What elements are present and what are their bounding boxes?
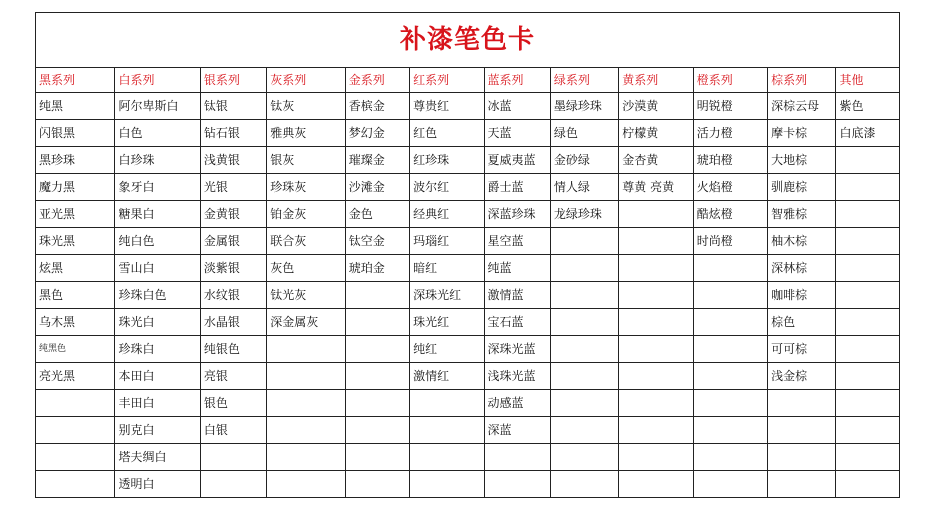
color-name-cell: 白珍珠 — [115, 147, 200, 174]
color-name-cell — [550, 255, 618, 282]
color-name-cell: 梦幻金 — [345, 120, 409, 147]
color-name-cell — [267, 471, 345, 498]
table-row — [36, 201, 900, 228]
color-name-cell — [836, 336, 900, 363]
color-name-cell: 深林棕 — [768, 255, 836, 282]
color-name-cell: 雪山白 — [115, 255, 200, 282]
color-name-cell: 星空蓝 — [484, 228, 550, 255]
color-name-cell: 本田白 — [115, 363, 200, 390]
color-name-cell: 激情蓝 — [484, 282, 550, 309]
color-name-cell — [36, 444, 115, 471]
color-name-cell: 琥珀金 — [345, 255, 409, 282]
color-name-cell: 沙漠黄 — [619, 93, 693, 120]
color-name-cell: 冰蓝 — [484, 93, 550, 120]
color-name-cell — [836, 309, 900, 336]
color-name-cell — [550, 363, 618, 390]
color-name-cell: 浅金棕 — [768, 363, 836, 390]
color-name-cell: 深珠光红 — [410, 282, 484, 309]
color-name-cell — [550, 228, 618, 255]
table-row — [36, 147, 900, 174]
color-name-cell — [550, 390, 618, 417]
color-name-cell — [345, 417, 409, 444]
color-name-cell — [484, 444, 550, 471]
color-name-cell: 银色 — [200, 390, 266, 417]
table-row — [36, 255, 900, 282]
color-name-cell — [836, 471, 900, 498]
color-name-cell: 璀璨金 — [345, 147, 409, 174]
color-name-cell: 纯白色 — [115, 228, 200, 255]
color-name-cell — [693, 255, 767, 282]
color-name-cell: 浅黄银 — [200, 147, 266, 174]
series-header: 银系列 — [200, 68, 266, 93]
table-row — [36, 417, 900, 444]
table-row — [36, 444, 900, 471]
color-name-cell: 亮光黑 — [36, 363, 115, 390]
color-name-cell: 糖果白 — [115, 201, 200, 228]
series-header: 黑系列 — [36, 68, 115, 93]
table-row — [36, 336, 900, 363]
color-name-cell: 亚光黑 — [36, 201, 115, 228]
color-name-cell: 光银 — [200, 174, 266, 201]
color-name-cell: 钛灰 — [267, 93, 345, 120]
series-header: 蓝系列 — [484, 68, 550, 93]
color-name-cell: 铂金灰 — [267, 201, 345, 228]
color-name-cell: 白底漆 — [836, 120, 900, 147]
color-name-cell: 珠光白 — [115, 309, 200, 336]
color-name-cell: 大地棕 — [768, 147, 836, 174]
color-name-cell — [200, 471, 266, 498]
color-name-cell: 金色 — [345, 201, 409, 228]
color-name-cell: 珍珠白色 — [115, 282, 200, 309]
color-name-cell — [345, 336, 409, 363]
color-name-cell: 透明白 — [115, 471, 200, 498]
color-name-cell: 纯黑 — [36, 93, 115, 120]
color-name-cell: 灰色 — [267, 255, 345, 282]
color-name-cell: 深蓝 — [484, 417, 550, 444]
series-header: 其他 — [836, 68, 900, 93]
series-header: 棕系列 — [768, 68, 836, 93]
color-name-cell: 火焰橙 — [693, 174, 767, 201]
color-name-cell — [619, 390, 693, 417]
color-name-cell: 水纹银 — [200, 282, 266, 309]
color-name-cell: 浅珠光蓝 — [484, 363, 550, 390]
color-name-cell — [619, 417, 693, 444]
color-name-cell: 纯红 — [410, 336, 484, 363]
color-name-cell: 棕色 — [768, 309, 836, 336]
color-name-cell: 黑色 — [36, 282, 115, 309]
color-name-cell: 银灰 — [267, 147, 345, 174]
color-name-cell: 纯黑色 — [36, 336, 115, 363]
color-name-cell — [836, 147, 900, 174]
color-name-cell: 深金属灰 — [267, 309, 345, 336]
color-name-cell — [550, 282, 618, 309]
color-name-cell — [836, 363, 900, 390]
color-name-cell — [267, 390, 345, 417]
color-name-cell: 智雅棕 — [768, 201, 836, 228]
color-name-cell: 钻石银 — [200, 120, 266, 147]
color-name-cell — [836, 255, 900, 282]
color-name-cell: 珠光红 — [410, 309, 484, 336]
color-name-cell — [693, 390, 767, 417]
color-name-cell: 经典红 — [410, 201, 484, 228]
series-header: 金系列 — [345, 68, 409, 93]
series-header-row — [36, 68, 900, 93]
color-name-cell: 珍珠白 — [115, 336, 200, 363]
color-name-cell: 紫色 — [836, 93, 900, 120]
color-name-cell: 波尔红 — [410, 174, 484, 201]
color-name-cell: 情人绿 — [550, 174, 618, 201]
color-name-cell: 魔力黑 — [36, 174, 115, 201]
table-row — [36, 228, 900, 255]
color-name-cell — [836, 282, 900, 309]
color-name-cell — [345, 444, 409, 471]
color-name-cell: 时尚橙 — [693, 228, 767, 255]
color-name-cell: 深珠光蓝 — [484, 336, 550, 363]
series-header: 白系列 — [115, 68, 200, 93]
color-name-cell: 摩卡棕 — [768, 120, 836, 147]
color-name-cell — [836, 417, 900, 444]
table-row — [36, 471, 900, 498]
color-name-cell: 金砂绿 — [550, 147, 618, 174]
color-name-cell: 金黄银 — [200, 201, 266, 228]
color-name-cell: 阿尔卑斯白 — [115, 93, 200, 120]
color-name-cell: 珍珠灰 — [267, 174, 345, 201]
color-name-cell: 驯鹿棕 — [768, 174, 836, 201]
color-name-cell — [345, 390, 409, 417]
color-name-cell — [36, 417, 115, 444]
color-name-cell: 淡紫银 — [200, 255, 266, 282]
table-row — [36, 282, 900, 309]
color-name-cell: 纯蓝 — [484, 255, 550, 282]
series-header: 红系列 — [410, 68, 484, 93]
color-name-cell: 尊黄 亮黄 — [619, 174, 693, 201]
color-name-cell — [836, 228, 900, 255]
color-name-cell: 钛银 — [200, 93, 266, 120]
color-name-cell — [345, 363, 409, 390]
series-header: 灰系列 — [267, 68, 345, 93]
color-name-cell: 尊贵红 — [410, 93, 484, 120]
color-name-cell: 活力橙 — [693, 120, 767, 147]
color-name-cell — [693, 417, 767, 444]
color-name-cell — [619, 444, 693, 471]
color-name-cell: 柚木棕 — [768, 228, 836, 255]
table-row — [36, 120, 900, 147]
color-name-cell — [836, 444, 900, 471]
color-name-cell: 宝石蓝 — [484, 309, 550, 336]
color-name-cell — [768, 417, 836, 444]
color-name-cell: 明锐橙 — [693, 93, 767, 120]
color-name-cell — [267, 417, 345, 444]
color-name-cell — [345, 309, 409, 336]
table-row — [36, 174, 900, 201]
color-name-cell — [410, 444, 484, 471]
table-row — [36, 363, 900, 390]
color-name-cell: 墨绿珍珠 — [550, 93, 618, 120]
color-name-cell: 雅典灰 — [267, 120, 345, 147]
color-name-cell — [836, 390, 900, 417]
color-name-cell: 红珍珠 — [410, 147, 484, 174]
color-name-cell — [619, 201, 693, 228]
color-name-cell — [36, 471, 115, 498]
color-name-cell: 咖啡棕 — [768, 282, 836, 309]
color-name-cell — [267, 336, 345, 363]
color-name-cell: 珠光黑 — [36, 228, 115, 255]
color-name-cell: 动感蓝 — [484, 390, 550, 417]
series-header: 绿系列 — [550, 68, 618, 93]
color-name-cell: 乌木黑 — [36, 309, 115, 336]
table-row — [36, 390, 900, 417]
color-name-cell: 琥珀橙 — [693, 147, 767, 174]
table-row — [36, 93, 900, 120]
color-name-cell: 钛空金 — [345, 228, 409, 255]
color-name-cell: 龙绿珍珠 — [550, 201, 618, 228]
color-name-cell: 丰田白 — [115, 390, 200, 417]
color-name-cell — [345, 282, 409, 309]
color-name-cell: 深蓝珍珠 — [484, 201, 550, 228]
color-name-cell: 金属银 — [200, 228, 266, 255]
color-name-cell — [36, 390, 115, 417]
color-name-cell: 炫黑 — [36, 255, 115, 282]
color-name-cell: 暗红 — [410, 255, 484, 282]
color-name-cell: 激情红 — [410, 363, 484, 390]
color-name-cell: 白银 — [200, 417, 266, 444]
color-name-cell — [619, 471, 693, 498]
color-name-cell: 天蓝 — [484, 120, 550, 147]
color-name-cell: 白色 — [115, 120, 200, 147]
color-name-cell — [836, 174, 900, 201]
color-name-cell: 爵士蓝 — [484, 174, 550, 201]
color-name-cell — [484, 471, 550, 498]
color-name-cell — [619, 336, 693, 363]
color-name-cell — [619, 282, 693, 309]
color-name-cell — [619, 363, 693, 390]
color-name-cell — [550, 309, 618, 336]
color-name-cell: 塔夫绸白 — [115, 444, 200, 471]
color-name-cell — [550, 336, 618, 363]
color-name-cell — [410, 471, 484, 498]
color-name-cell — [267, 444, 345, 471]
color-name-cell: 可可棕 — [768, 336, 836, 363]
color-name-cell — [619, 309, 693, 336]
color-name-cell — [693, 336, 767, 363]
color-name-cell: 象牙白 — [115, 174, 200, 201]
series-header: 橙系列 — [693, 68, 767, 93]
color-name-cell: 钛光灰 — [267, 282, 345, 309]
color-name-cell — [550, 471, 618, 498]
color-name-cell — [410, 390, 484, 417]
table-row — [36, 309, 900, 336]
color-name-cell — [693, 471, 767, 498]
color-name-cell — [550, 444, 618, 471]
color-name-cell — [345, 471, 409, 498]
color-name-cell — [693, 363, 767, 390]
color-name-cell — [410, 417, 484, 444]
color-name-cell: 别克白 — [115, 417, 200, 444]
color-name-cell: 香槟金 — [345, 93, 409, 120]
color-name-cell — [836, 201, 900, 228]
color-name-cell: 纯银色 — [200, 336, 266, 363]
color-name-cell — [200, 444, 266, 471]
color-name-cell: 黑珍珠 — [36, 147, 115, 174]
color-name-cell — [550, 417, 618, 444]
color-name-cell — [267, 363, 345, 390]
color-card-table — [35, 12, 900, 498]
color-name-cell — [619, 228, 693, 255]
color-name-cell: 沙滩金 — [345, 174, 409, 201]
color-name-cell: 闪银黑 — [36, 120, 115, 147]
color-name-cell: 金杏黄 — [619, 147, 693, 174]
color-name-cell: 亮银 — [200, 363, 266, 390]
color-name-cell — [619, 255, 693, 282]
color-name-cell — [768, 390, 836, 417]
color-name-cell: 柠檬黄 — [619, 120, 693, 147]
color-name-cell: 联合灰 — [267, 228, 345, 255]
page-title: 补漆笔色卡 — [36, 13, 900, 68]
color-name-cell — [693, 444, 767, 471]
color-name-cell — [693, 282, 767, 309]
color-name-cell: 夏威夷蓝 — [484, 147, 550, 174]
color-name-cell: 深棕云母 — [768, 93, 836, 120]
color-name-cell: 绿色 — [550, 120, 618, 147]
series-header: 黄系列 — [619, 68, 693, 93]
color-name-cell — [768, 471, 836, 498]
color-name-cell: 玛瑙红 — [410, 228, 484, 255]
color-name-cell: 红色 — [410, 120, 484, 147]
color-name-cell — [693, 309, 767, 336]
color-name-cell — [768, 444, 836, 471]
color-name-cell: 水晶银 — [200, 309, 266, 336]
color-name-cell: 酷炫橙 — [693, 201, 767, 228]
